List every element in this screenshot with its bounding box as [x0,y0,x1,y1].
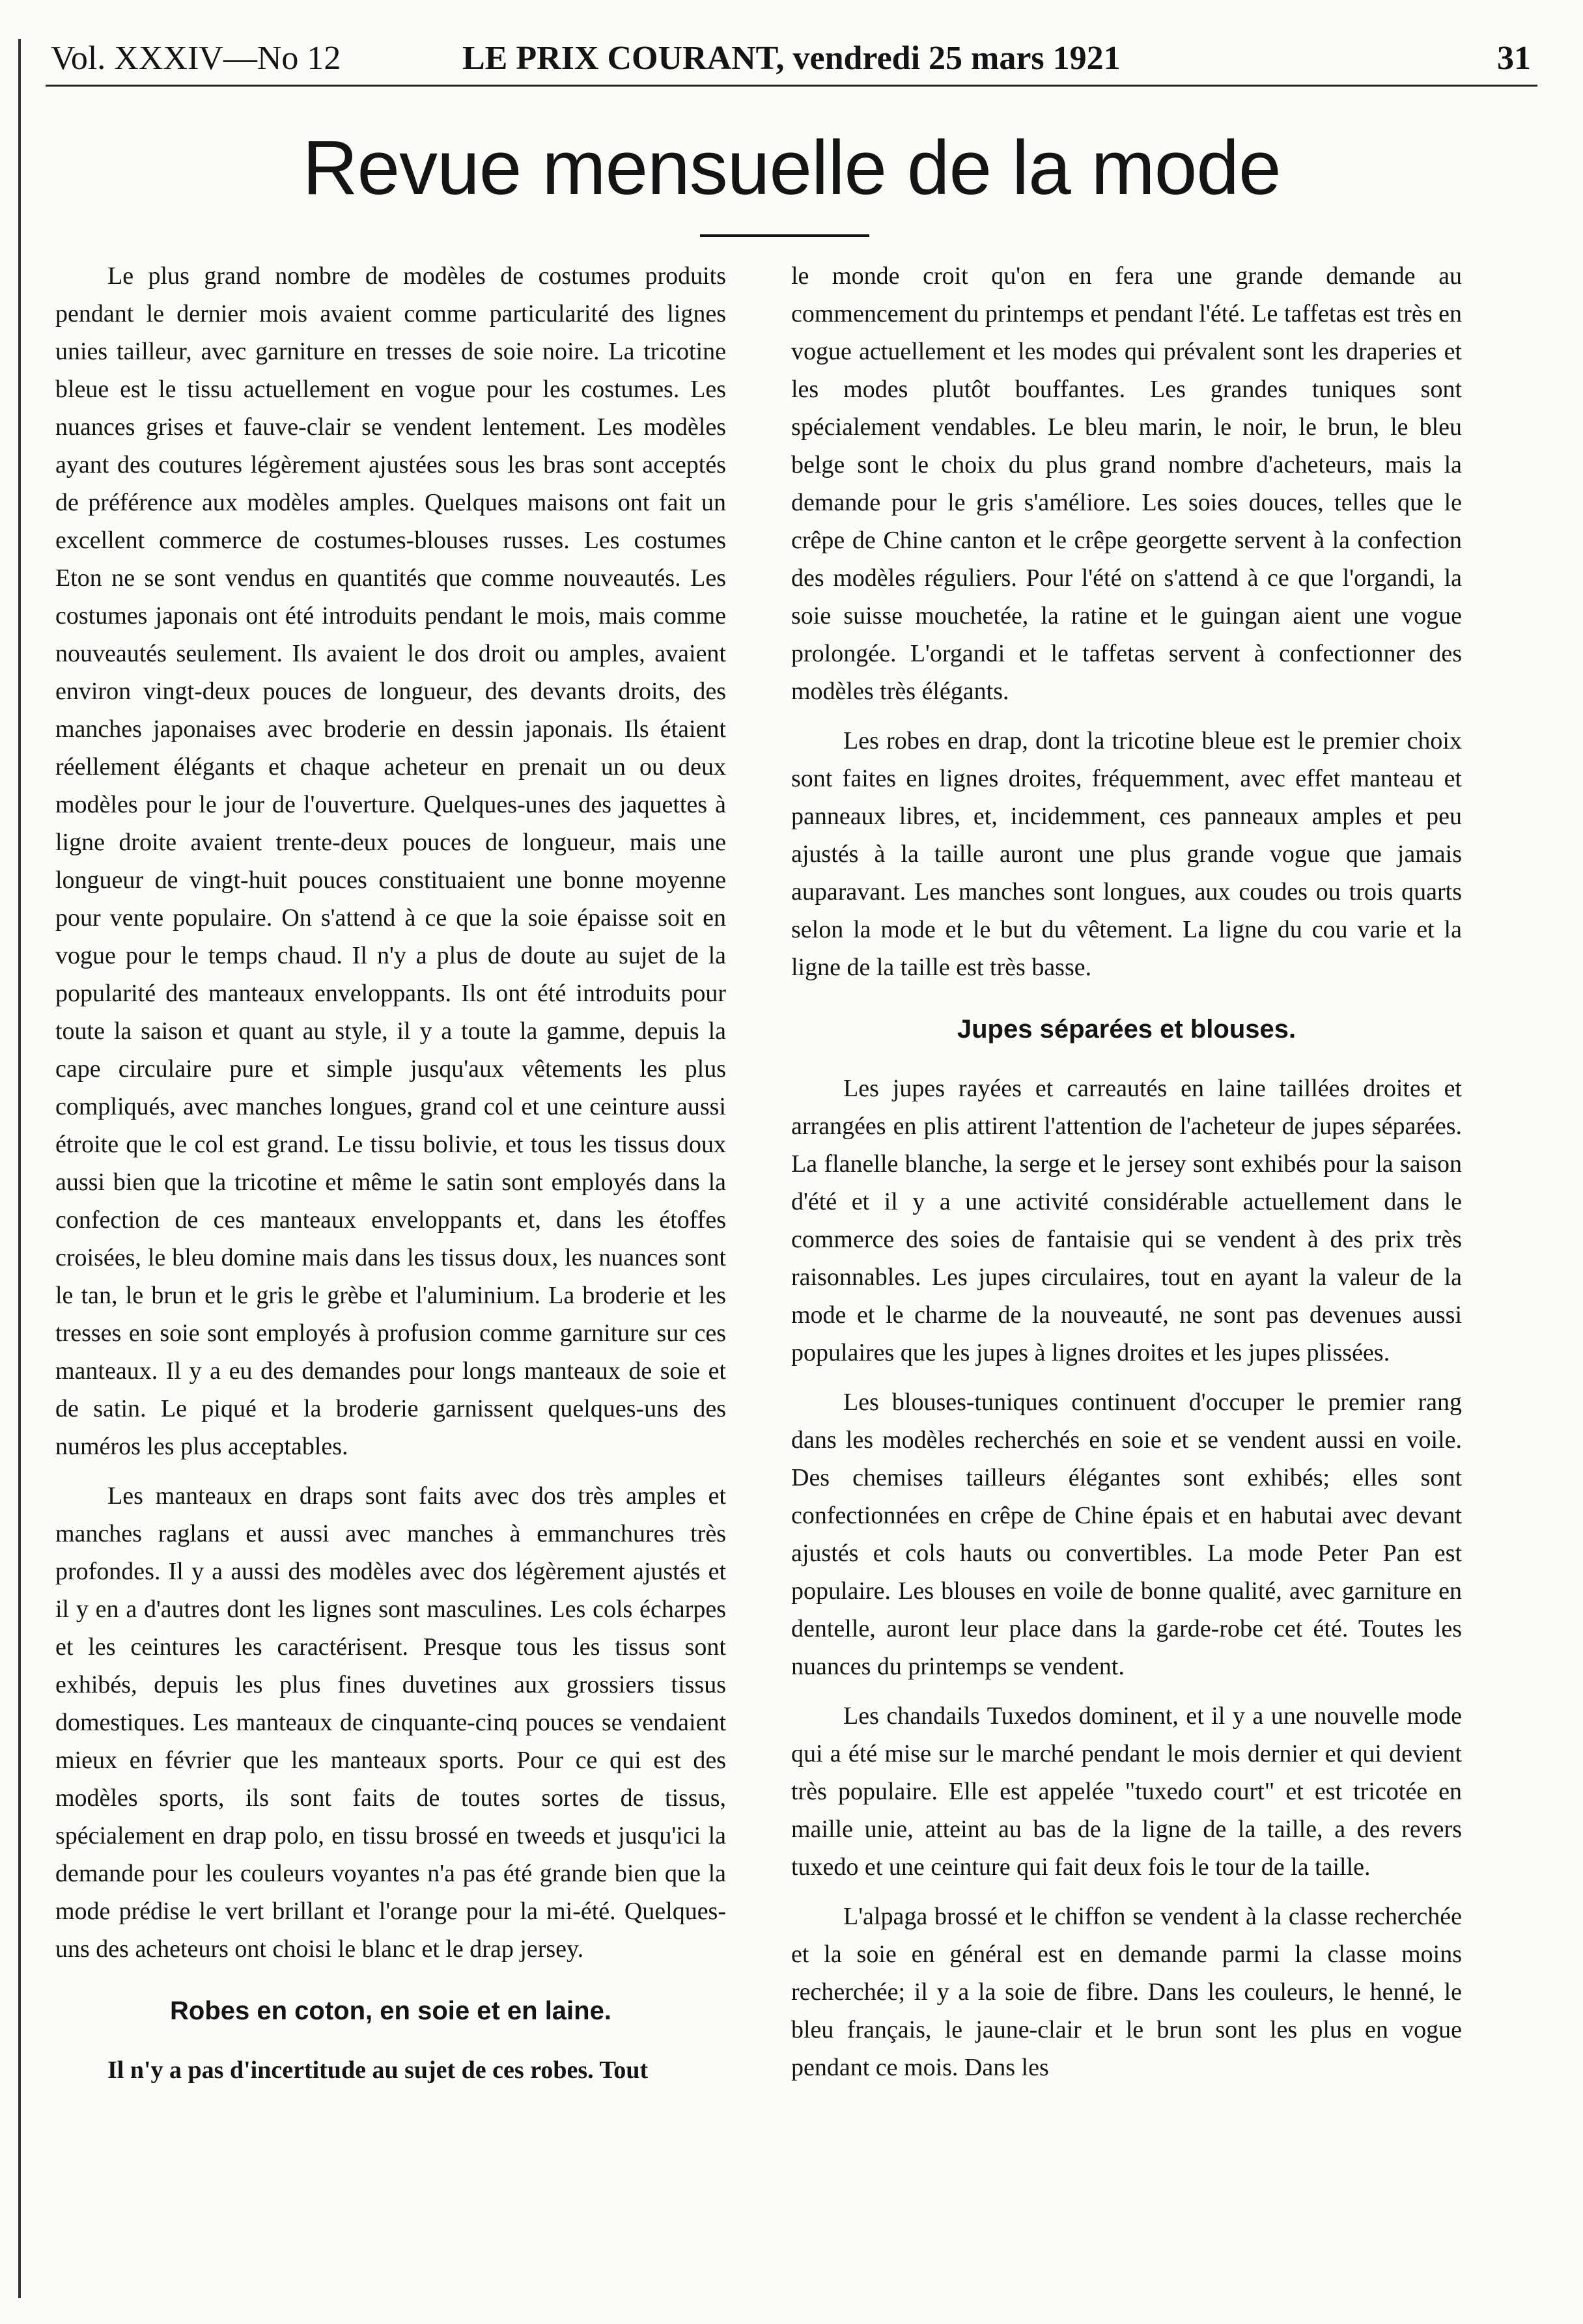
page-edge-rule [18,39,21,2298]
running-header [46,34,1537,86]
paragraph: Les robes en drap, dont la tricotine bleue est le premier choix sont faites en lignes droites, fréquemment, avec effet manteau et panneaux libres, et, incidemment, ces panneaux amples et peu ajustés à la taille auront une plus grande vogue que jamais auparavant. Les manches sont longues, aux coudes ou trois quarts selon la mode et le but du vêtement. La ligne du cou varie et la ligne de la taille est très basse. [791,727,1462,981]
left-column [55,257,726,2089]
volume-number: Vol. XXXIV—No 12 [51,40,341,77]
article-title: Revue mensuelle de la mode [302,125,1281,211]
paragraph: Les blouses-tuniques continuent d'occuper le premier rang dans les modèles recherchés en soie et se vendent aussi en voile. Des chemises tailleurs élégantes sont exhibés; elles sont confectionnées en crêpe de Chine épais et en habutai avec devant ajustés et cols hauts ou convertibles. La mode Peter Pan est populaire. Les blouses en voile de bonne qualité, avec garniture en dentelle, auront leur place dans la garde-robe cet été. Toutes les nuances du printemps se vendent. [791,1389,1462,1680]
right-column [791,257,1462,2086]
paragraph-continued: le monde croit qu'on en fera une grande demande au commencement du printemps et pendant l'été. Le taffetas est très en vogue actuellement et les modes qui prévalent sont les draperies et les modes plutôt bouffantes. Les grandes tuniques sont spécialement vendables. Le bleu marin, le noir, le brun, le bleu belge sont le choix du plus grand nombre d'acheteurs, mais la demande pour le gris s'améliore. Les soies douces, telles que le crêpe de Chine canton et le crêpe georgette servent à la confection des modèles réguliers. Pour l'été on s'attend à ce que l'organdi, la soie suisse mouchetée, la ratine et le guingan aient une vogue prolongée. L'organdi et le taffetas servent à confectionner des modèles très élégants. [791,262,1462,705]
paragraph: L'alpaga brossé et le chiffon se vendent à la classe recherchée et la soie en général est en demande parmi la classe moins recherchée; il y a la soie de fibre. Dans les couleurs, le henné, le bleu français, le jaune-clair et le brun sont les plus en vogue pendant ce mois. Dans les [791,1903,1462,2081]
page-number: 31 [1497,40,1531,77]
paragraph: Il n'y a pas d'incertitude au sujet de ces robes. Tout [107,2056,649,2084]
publication-dateline: LE PRIX COURANT, vendredi 25 mars 1921 [462,40,1121,77]
paragraph: Les manteaux en draps sont faits avec dos très amples et manches raglans et aussi avec manches à emmanchures très profondes. Il y a aussi des modèles avec dos légèrement ajustés et il y en a d'autres dont les lignes sont masculines. Les cols écharpes et les ceintures les caractérisent. Presque tous les tissus sont exhibés, depuis les plus fines duvetines aux grossiers tissus domestiques. Les manteaux de cinquante-cinq pouces se vendaient mieux en février que les manteaux sports. Pour ce qui est des modèles sports, ils sont faits de toutes sortes de tissus, spécialement en drap polo, en tissu brossé en tweeds et jusqu'ici la demande pour les couleurs voyantes n'a pas été grande bien que la mode prédise le vert brillant et l'orange pour la mi-été. Quelques-uns des acheteurs ont choisi le blanc et le drap jersey. [55,1482,726,1963]
paragraph: Le plus grand nombre de modèles de costumes produits pendant le dernier mois avaient comme particularité des lignes unies tailleur, avec garniture en tresses de soie noire. La tricotine bleue est le tissu actuellement en vogue pour les costumes. Les nuances grises et fauve-clair se vendent lentement. Les modèles ayant des coutures légèrement ajustées sous les bras sont acceptés de préférence aux modèles amples. Quelques maisons ont fait un excellent commerce de costumes-blouses russes. Les costumes Eton ne se sont vendus en quantités que comme nouveautés. Les costumes japonais ont été introduits pendant le mois, mais comme nouveautés seulement. Ils avaient le dos droit ou amples, avaient environ vingt-deux pouces de longueur, des devants droits, des manches japonaises avec broderie en dessin japonais. Ils étaient réellement élégants et chaque acheteur en prenait un ou deux modèles pour le jour de l'ouverture. Quelques-unes des jaquettes à ligne droite avaient trente-deux pouces de longueur, mais une longueur de vingt-huit pouces constituaient une bonne moyenne pour vente populaire. On s'attend à ce que la soie épaisse soit en vogue pour le temps chaud. Il n'y a plus de doute au sujet de la popularité des manteaux enveloppants. Ils ont été introduits pour toute la saison et quant au style, il y a toute la gamme, depuis la cape circulaire pure et simple jusqu'aux vêtements les plus compliqués, avec manches longues, grand col et une ceinture aussi étroite que le col est grand. Le tissu bolivie, et tous les tissus doux aussi bien que la tricotine et même le satin sont employés dans la confection de ces manteaux enveloppants et, dans les étoffes croisées, le bleu domine mais dans les tissus doux, les nuances sont le tan, le brun et le gris le grèbe et l'aluminium. La broderie et les tresses en soie sont employés à profusion comme garniture sur ces manteaux. Il y a eu des demandes pour longs manteaux de soie et de satin. Le piqué et la broderie garnissent quelques-uns des numéros les plus acceptables. [55,262,726,1460]
title-rule [700,234,869,237]
paragraph: Les jupes rayées et carreautés en laine taillées droites et arrangées en plis attirent l'attention de l'acheteur de jupes séparées. La flanelle blanche, la serge et le jersey sont exhibés pour la saison d'été et il y a une activité considérable actuellement dans le commerce des soies de fantaisie qui se vendent à des prix très raisonnables. Les jupes circulaires, tout en ayant la valeur de la mode et le charme de la nouveauté, ne sont pas devenues aussi populaires que les jupes à lignes droites et les jupes plissées. [791,1075,1462,1366]
paragraph: Les chandails Tuxedos dominent, et il y a une nouvelle mode qui a été mise sur le marché pendant le mois dernier et qui devient très populaire. Elle est appelée "tuxedo court" et est tricotée en maille unie, atteint au bas de la ligne de la taille, a des revers tuxedo et une ceinture qui fait deux fois le tour de la taille. [791,1702,1462,1881]
header-rule [46,85,1537,87]
section-heading: Jupes séparées et blouses. [957,1015,1296,1044]
section-heading: Robes en coton, en soie et en laine. [170,1997,611,2025]
